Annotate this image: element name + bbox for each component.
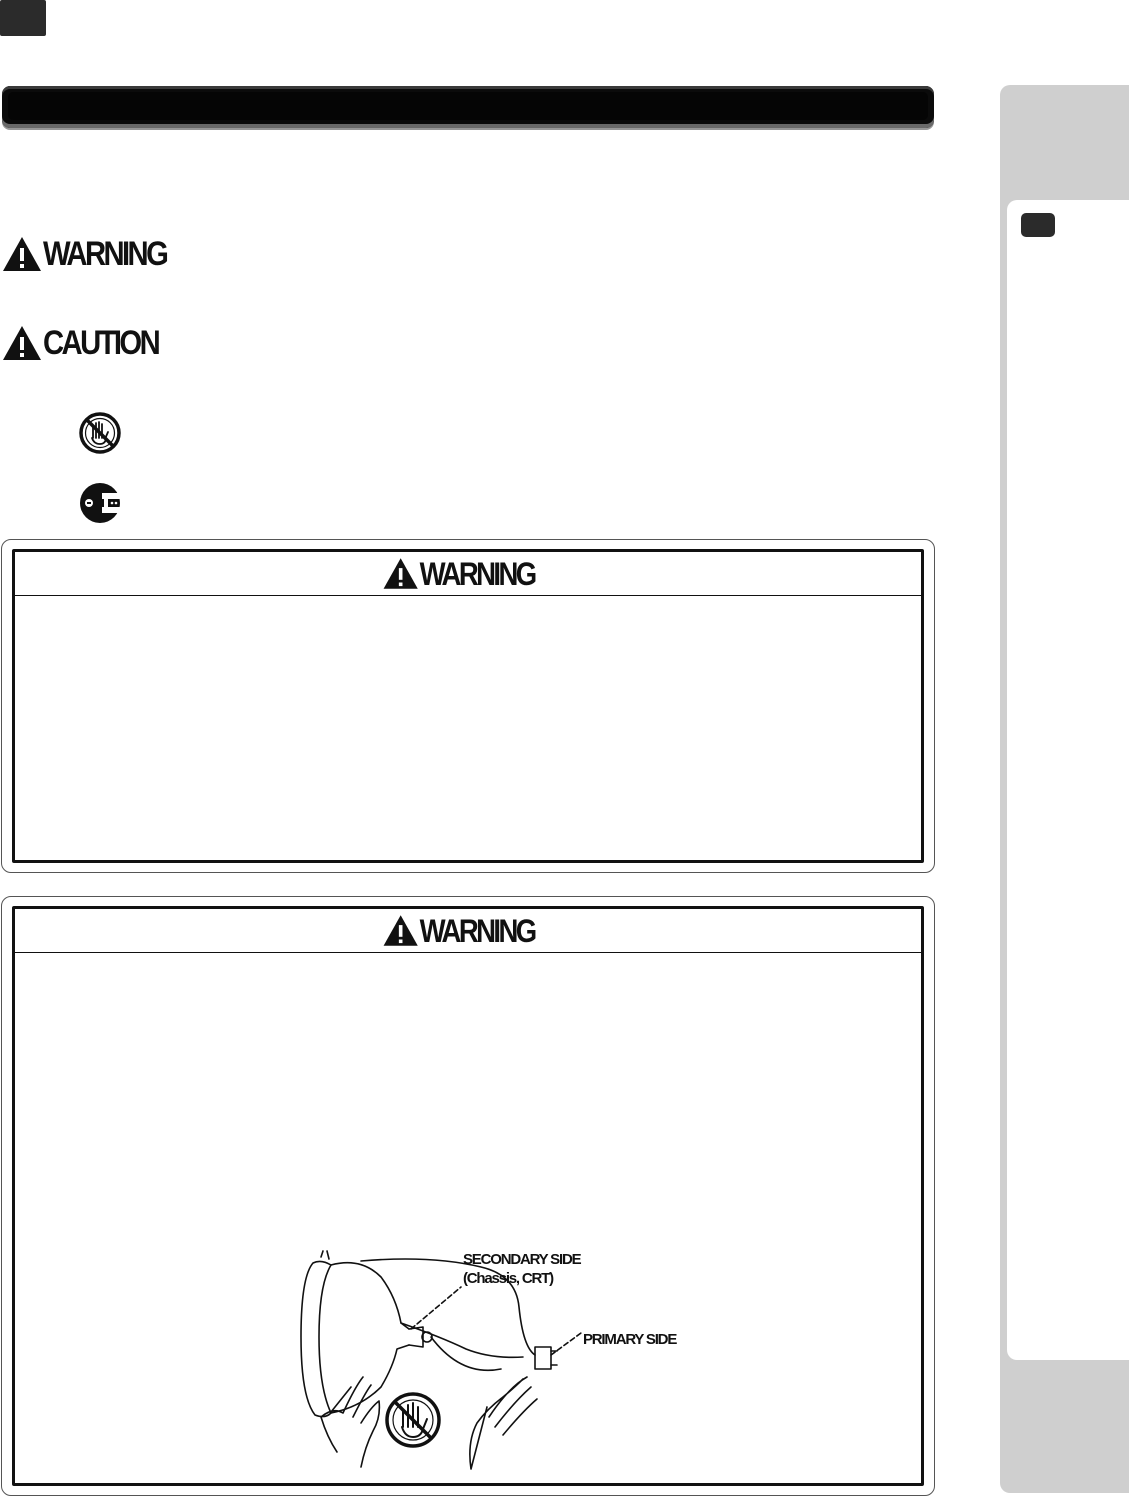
warning-box-header <box>15 909 921 953</box>
caution-signal-word <box>2 325 177 361</box>
secondary-side-label-line-1: SECONDARY SIDE <box>463 1251 581 1268</box>
warning-box-title: WARNING <box>419 912 535 949</box>
crt-illustration <box>291 1237 711 1472</box>
caution-triangle-icon <box>2 325 42 361</box>
warning-box-header <box>15 552 921 596</box>
section-title-bar <box>2 86 934 128</box>
page-corner-marker <box>0 0 46 36</box>
unplug-icon <box>78 481 122 525</box>
side-index-panel <box>1007 200 1129 1360</box>
warning-triangle-icon <box>383 914 419 947</box>
secondary-side-label <box>463 1251 580 1289</box>
caution-label: CAUTION <box>43 324 159 362</box>
warning-label: WARNING <box>43 235 167 273</box>
secondary-side-label-line-2: (Chassis, CRT) <box>463 1269 553 1287</box>
warning-signal-word <box>2 236 186 272</box>
side-index-marker <box>1021 213 1055 237</box>
warning-box-signal-word <box>383 557 554 590</box>
warning-box-title: WARNING <box>419 555 535 592</box>
warning-box-signal-word <box>383 914 554 947</box>
no-touch-icon <box>78 411 122 455</box>
warning-triangle-icon <box>2 236 42 272</box>
primary-side-label: PRIMARY SIDE <box>583 1331 677 1348</box>
warning-box-2 <box>1 896 935 1496</box>
warning-triangle-icon <box>383 557 419 590</box>
warning-box-1 <box>1 539 935 873</box>
